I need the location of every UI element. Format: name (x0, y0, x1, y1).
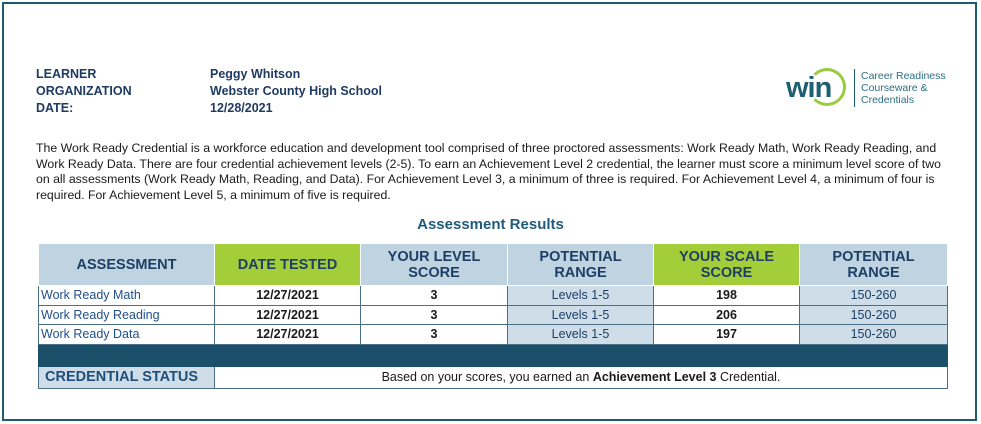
learner-name: Peggy Whitson (210, 67, 301, 81)
header-potential-range-scale-line-2: RANGE (847, 264, 900, 281)
credential-text-before: Based on your scores, you earned an (381, 370, 593, 384)
header-scale-score-line-2: SCORE (700, 264, 753, 281)
header-potential-range-scale (800, 244, 948, 286)
logo-word: win (786, 72, 832, 104)
date-tested: 12/27/2021 (215, 286, 361, 306)
level-range: Levels 1-5 (508, 325, 654, 345)
table-row (39, 325, 948, 345)
level-score: 3 (361, 305, 508, 325)
header-level-score (361, 244, 508, 286)
learner-info (36, 66, 382, 117)
win-logo-mark (786, 66, 850, 110)
credential-text-after: Credential. (716, 370, 781, 384)
logo-tagline-line-1: Career Readiness (861, 70, 946, 82)
table-row (39, 286, 948, 306)
logo-tagline-line-3: Credentials (861, 94, 915, 106)
header-potential-range-line-1: POTENTIAL (539, 248, 622, 265)
header-scale-score (654, 244, 800, 286)
scale-range: 150-260 (800, 305, 948, 325)
credential-status-text (215, 366, 948, 388)
logo-tagline-line-2: Courseware & (861, 82, 928, 94)
scale-score: 197 (654, 325, 800, 345)
date-tested: 12/27/2021 (215, 305, 361, 325)
organization-name: Webster County High School (210, 84, 382, 98)
date-label: DATE: (36, 101, 74, 115)
table-header-row (39, 244, 948, 286)
organization-label: ORGANIZATION (36, 84, 132, 98)
scale-range: 150-260 (800, 325, 948, 345)
level-range: Levels 1-5 (508, 305, 654, 325)
date-row (36, 100, 382, 117)
scale-score: 206 (654, 305, 800, 325)
organization-row (36, 83, 382, 100)
win-logo (786, 66, 946, 110)
header-potential-range (508, 244, 654, 286)
table-row (39, 305, 948, 325)
header-scale-score-line-1: YOUR SCALE (678, 248, 775, 265)
assessment-results-table (38, 243, 948, 389)
header-date-tested: DATE TESTED (215, 244, 361, 286)
divider-band-row (39, 344, 948, 366)
learner-row (36, 66, 382, 83)
logo-divider (854, 69, 855, 107)
report-date: 12/28/2021 (210, 101, 273, 115)
divider-band (39, 344, 948, 366)
assessment-name: Work Ready Data (39, 325, 215, 345)
results-title: Assessment Results (417, 216, 564, 233)
header-level-score-line-2: SCORE (408, 264, 460, 281)
learner-label: LEARNER (36, 67, 97, 81)
header-potential-range-scale-line-1: POTENTIAL (832, 248, 915, 265)
scale-score: 198 (654, 286, 800, 306)
scale-range: 150-260 (800, 286, 948, 306)
assessment-name: Work Ready Reading (39, 305, 215, 325)
header-assessment: ASSESSMENT (39, 244, 215, 286)
credential-status-label: CREDENTIAL STATUS (39, 366, 215, 388)
credential-level: Achievement Level 3 (592, 370, 717, 384)
header-level-score-line-1: YOUR LEVEL (387, 248, 481, 265)
logo-tagline (861, 70, 946, 106)
level-score: 3 (361, 325, 508, 345)
level-score: 3 (361, 286, 508, 306)
level-range: Levels 1-5 (508, 286, 654, 306)
credential-status-row (39, 366, 948, 388)
date-tested: 12/27/2021 (215, 325, 361, 345)
credential-description: The Work Ready Credential is a workforce education and development tool comprised of three proctored assessments: Work Ready Math, Work Ready Reading, and Work Ready Data. There are four credential achievement levels (2-5). To earn an Achievement Level 2 credential, the learner must score a minimum level score of two on all assessments (Work Ready Math, Reading, and Data). For Achievement Level 3, a minimum of three is required. For Achievement Level 4, a minimum of four is required. For Achievement Level 5, a minimum of five is required. (36, 141, 941, 202)
header-potential-range-line-2: RANGE (554, 264, 607, 281)
assessment-name: Work Ready Math (39, 286, 215, 306)
